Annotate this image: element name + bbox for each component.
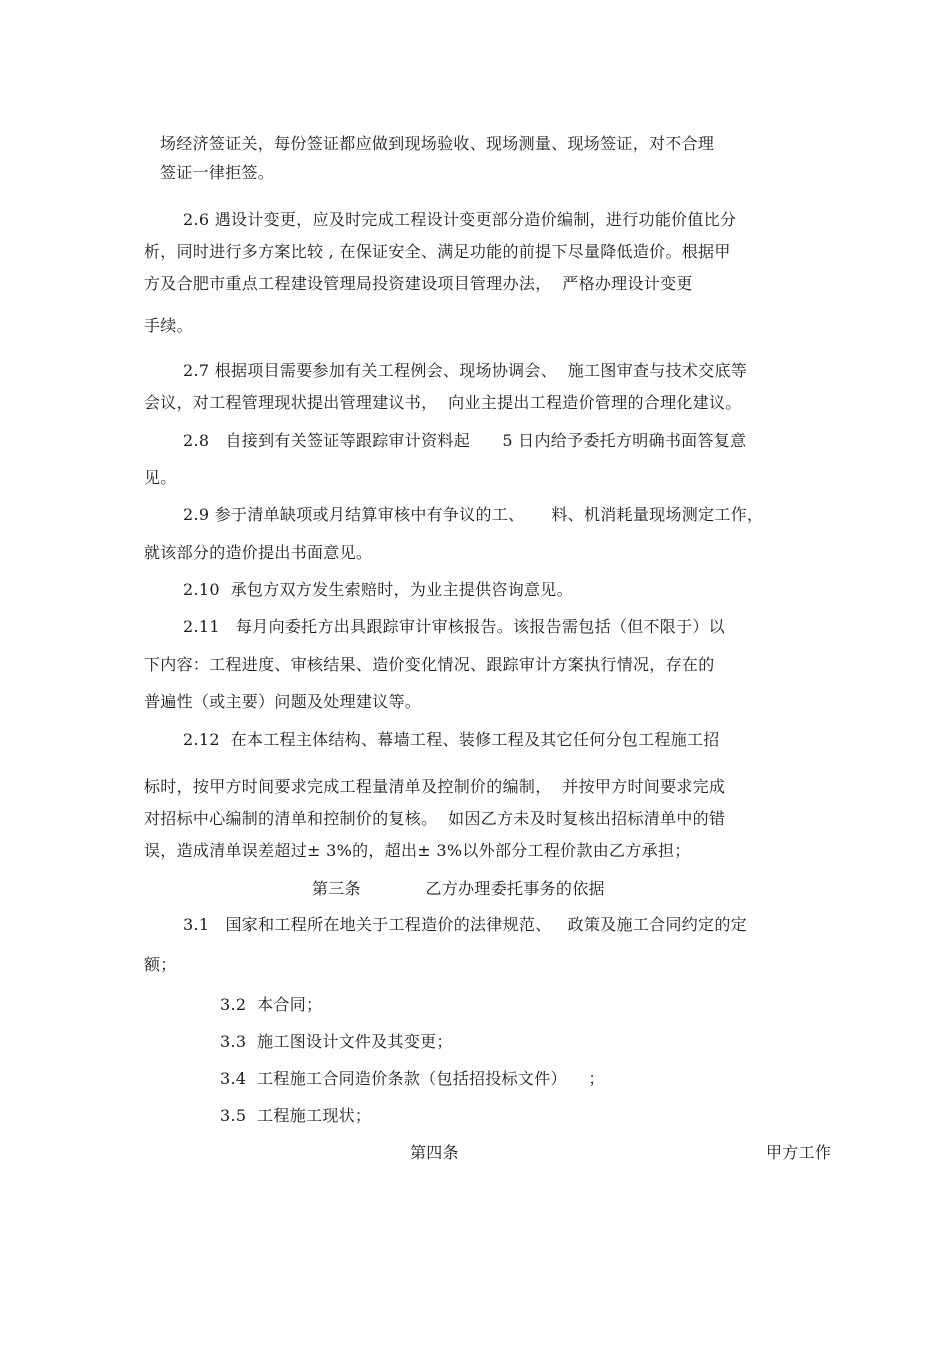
list-item: 3.4 工程施工合同造价条款（包括招投标文件） ； [220, 1069, 605, 1088]
text-line: 2.11 每月向委托方出具跟踪审计审核报告。该报告需包括（但不限于）以 [183, 617, 725, 636]
list-item: 3.5 工程施工现状； [220, 1106, 372, 1125]
text-line: 3.1 国家和工程所在地关于工程造价的法律规范、 政策及施工合同约定的定 [183, 915, 747, 934]
text-line: 对招标中心编制的清单和控制价的复核。 如因乙方未及时复核出招标清单中的错 [144, 809, 726, 828]
text-line: 析，同时进行多方案比较 , 在保证安全、满足功能的前提下尽量降低造价。根据甲 [144, 242, 731, 261]
text-line: 误，造成清单误差超过± 3%的，超出± 3%以外部分工程价款由乙方承担； [144, 841, 691, 860]
text-line: 2.9 参于清单缺项或月结算审核中有争议的工、 料、机消耗量现场测定工作， [183, 505, 764, 524]
text-line: 场经济签证关，每份签证都应做到现场验收、现场测量、现场签证，对不合理 [160, 134, 715, 153]
text-line: 2.6 遇设计变更，应及时完成工程设计变更部分造价编制，进行功能价值比分 [183, 210, 737, 229]
section-heading: 第四条 [410, 1143, 459, 1162]
text-line: 下内容：工程进度、审核结果、造价变化情况、跟踪审计方案执行情况，存在的 [144, 655, 715, 674]
text-line: 额； [144, 955, 177, 974]
text-line: 签证一律拒签。 [160, 163, 275, 182]
text-line: 2.7 根据项目需要参加有关工程例会、现场协调会、 施工图审查与技术交底等 [183, 361, 748, 380]
text-line: 就该部分的造价提出书面意见。 [144, 543, 373, 562]
text-line: 普遍性（或主要）问题及处理建议等。 [144, 692, 422, 711]
list-item: 3.3 施工图设计文件及其变更； [220, 1032, 453, 1051]
text-line: 会议，对工程管理现状提出管理建议书， 向业主提出工程造价管理的合理化建议。 [144, 393, 742, 412]
section-heading: 第三条 乙方办理委托事务的依据 [312, 879, 605, 898]
text-line: 方及合肥市重点工程建设管理局投资建设项目管理办法， 严格办理设计变更 [144, 274, 693, 293]
text-line: 2.12 在本工程主体结构、幕墙工程、装修工程及其它任何分包工程施工招 [183, 730, 720, 749]
text-line: 手续。 [144, 316, 193, 335]
section-heading-title: 甲方工作 [766, 1143, 832, 1162]
text-line: 2.8 自接到有关签证等跟踪审计资料起 5 日内给予委托方明确书面答复意 [183, 431, 747, 450]
text-line: 2.10 承包方双方发生索赔时，为业主提供咨询意见。 [183, 580, 573, 599]
text-line: 见。 [144, 468, 177, 487]
list-item: 3.2 本合同； [220, 995, 323, 1014]
text-line: 标时，按甲方时间要求完成工程量清单及控制价的编制， 并按甲方时间要求完成 [144, 777, 726, 796]
